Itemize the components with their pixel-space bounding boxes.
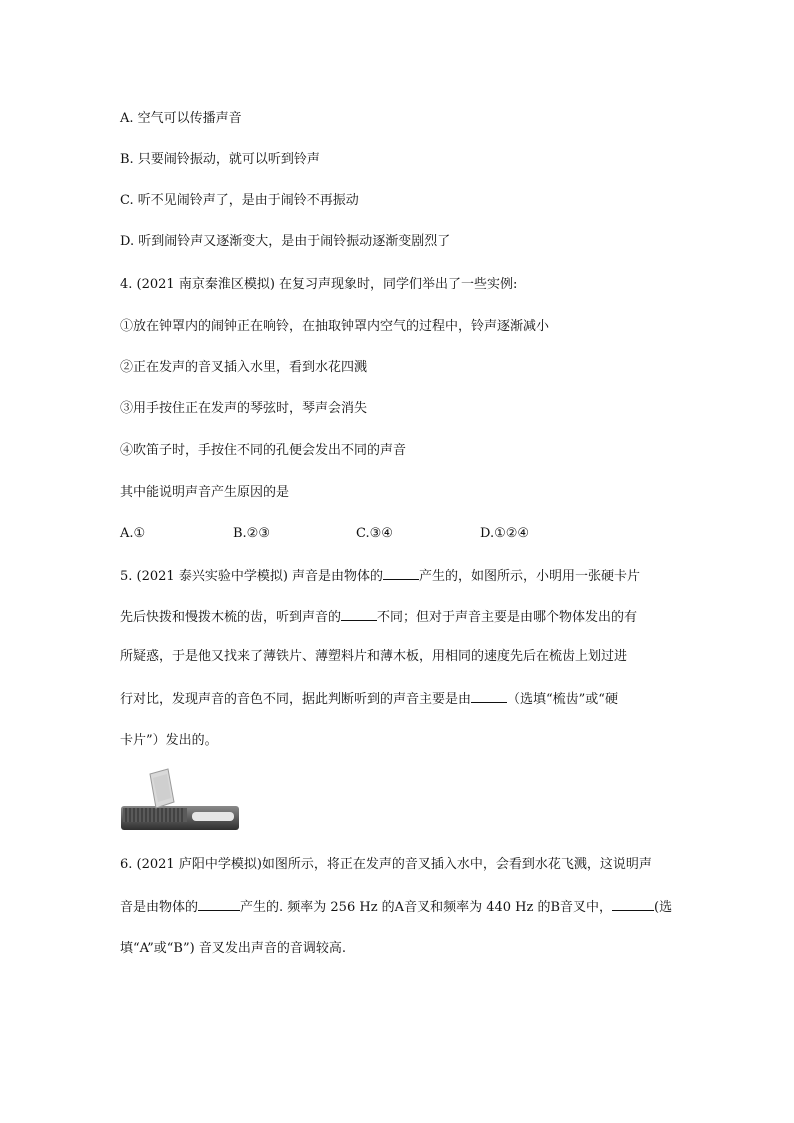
- answer-blank: [198, 898, 240, 911]
- choice-c: C.③④: [356, 526, 393, 541]
- option-b: B. 只要闹铃振动，就可以听到铃声: [120, 152, 320, 167]
- option-c: C. 听不见闹铃声了，是由于闹铃不再振动: [120, 193, 359, 208]
- question-5-line-1: 5. (2021 泰兴实验中学模拟) 声音是由物体的 产生的，如图所示，小明用一张硬卡片: [120, 569, 641, 584]
- option-d: D. 听到闹铃声又逐渐变大，是由于闹铃振动逐渐变剧烈了: [120, 234, 451, 249]
- choice-d: D.①②④: [480, 526, 530, 541]
- question-4-item-3: ③用手按住正在发声的琴弦时，琴声会消失: [120, 401, 368, 416]
- answer-blank: [341, 608, 377, 621]
- question-5-line-3: 所疑惑，于是他又找来了薄铁片、薄塑料片和薄木板，用相同的速度先后在梳齿上划过进: [120, 649, 628, 664]
- answer-blank: [383, 567, 419, 580]
- option-a: A. 空气可以传播声音: [120, 111, 242, 126]
- question-6-line-2: 音是由物体的 产生的. 频率为 256 Hz 的A音叉和频率为 440 Hz 的B音叉中， (选: [120, 900, 673, 915]
- question-4-item-1: ①放在钟罩内的闹钟正在响铃，在抽取钟罩内空气的过程中，铃声逐渐减小: [120, 319, 550, 334]
- question-5-line-2: 先后快拨和慢拨木梳的齿，听到声音的 不同；但对于声音主要是由哪个物体发出的有: [120, 610, 638, 625]
- question-4-stem: 4. (2021 南京秦淮区模拟) 在复习声现象时，同学们举出了一些实例:: [120, 277, 518, 292]
- question-4-ask: 其中能说明声音产生原因的是: [120, 485, 290, 500]
- answer-blank: [471, 690, 507, 703]
- question-4-choices: [120, 525, 680, 543]
- question-4-item-4: ④吹笛子时，手按住不同的孔便会发出不同的声音: [120, 443, 407, 458]
- comb-and-card-figure: [118, 768, 246, 836]
- choice-a: A.①: [120, 526, 146, 541]
- question-6-line-1: 6. (2021 庐阳中学模拟)如图所示，将正在发声的音叉插入水中，会看到水花飞溅，这说明声: [120, 857, 652, 872]
- question-5-line-4: 行对比，发现声音的音色不同，据此判断听到的声音主要是由 （选填“梳齿”或“硬: [120, 692, 618, 707]
- question-5-line-5: 卡片”）发出的。: [120, 733, 218, 748]
- question-4-item-2: ②正在发声的音叉插入水里，看到水花四溅: [120, 360, 368, 375]
- choice-b: B.②③: [233, 526, 270, 541]
- question-6-line-3: 填“A”或“B”) 音叉发出声音的音调较高.: [120, 941, 346, 956]
- answer-blank: [612, 898, 654, 911]
